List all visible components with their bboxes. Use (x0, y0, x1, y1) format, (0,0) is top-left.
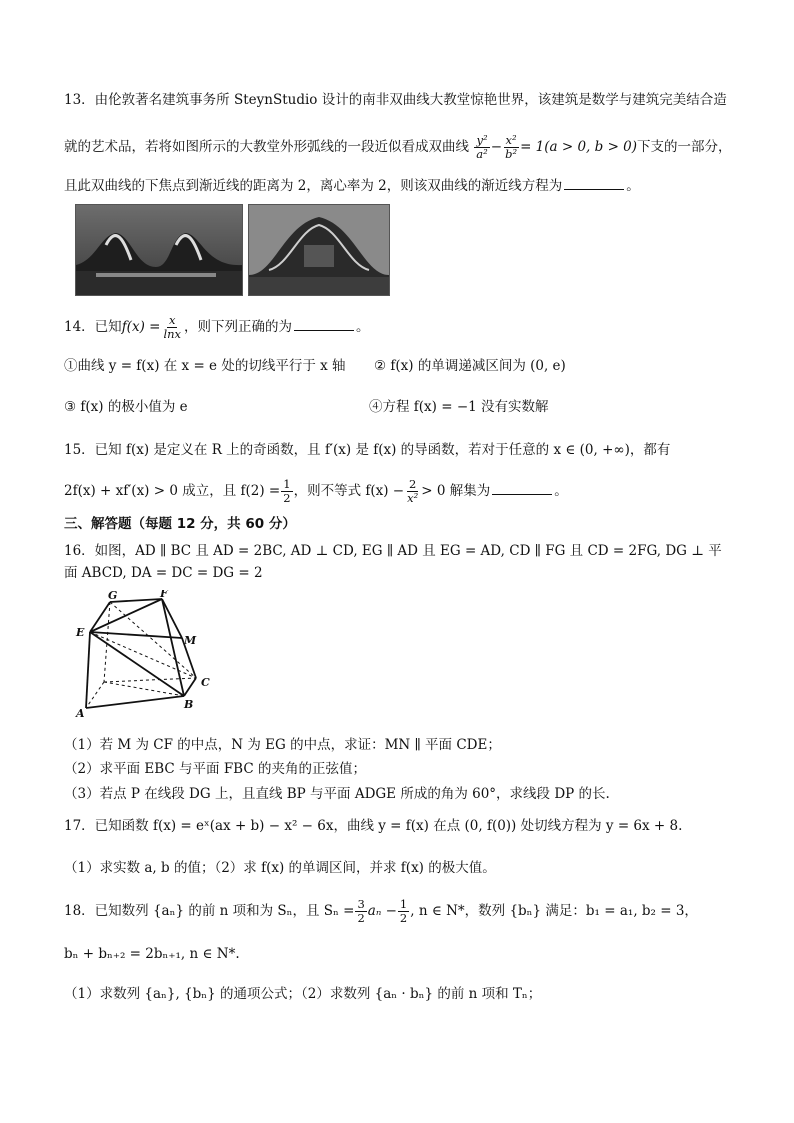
label-A: A (76, 707, 85, 720)
cathedral-photo-left (75, 204, 243, 296)
q13-line3: 且此双曲线的下焦点到渐近线的距离为 2，离心率为 2，则该双曲线的渐近线方程为 。 (64, 178, 640, 194)
q14-option-1: ①曲线 y = f(x) 在 x = e 处的切线平行于 x 轴 (64, 358, 346, 374)
label-B: B (184, 698, 194, 711)
answer-blank-14 (294, 318, 354, 331)
geometry-figure (72, 590, 222, 722)
fraction-x-lnx: $\frac{x}{\ln x}$ (163, 313, 182, 341)
q14-options-row2 (64, 397, 754, 417)
fraction-one-half: $\frac{1}{2}$ (283, 477, 291, 505)
q16-part1: （1）若 M 为 CF 的中点，N 为 EG 的中点，求证：MN ∥ 平面 CDE； (64, 737, 501, 753)
q14-stem: 14．已知f(x) = $\frac{x}{\ln x}$ ，则下列正确的为 。 (64, 313, 370, 341)
label-G: G (108, 590, 118, 602)
q14-option-3: ③ f(x) 的极小值为 e (64, 399, 188, 415)
q13-line2: 就的艺术品，若将如图所示的大教堂外形弧线的一段近似看成双曲线 $\frac{\text{y²}}{\text{a²}}$ − $\frac{\text{x²}}{\text{b²}}$ = 1(a > 0, b > 0)下支的一部分， (64, 133, 732, 161)
q14-option-4: ④方程 f(x) = −1 没有实数解 (369, 399, 549, 415)
section-heading: 三、解答题（每题 12 分，共 60 分） (64, 516, 296, 532)
fraction-three-halves: $\frac{3}{2}$ (357, 897, 365, 925)
label-E: E (76, 626, 85, 639)
q17-line1: 17．已知函数 f(x) = eˣ(ax + b) − x² − 6x，曲线 y = f(x) 在点 (0, f(0)) 处切线方程为 y = 6x + 8. (64, 818, 683, 834)
q15-line2: 2f(x) + xf′(x) > 0 成立，且 f(2) = $\frac{1}{2}$ ，则不等式 f(x) − $\frac{2}{\text{x²}}$ > 0 解集为 。 (64, 477, 568, 505)
fraction-y2-a2: $\frac{\text{y²}}{\text{a²}}$ (476, 133, 488, 161)
q14-option-2: ② f(x) 的单调递减区间为 (0, e) (374, 358, 566, 374)
label-C: C (201, 676, 210, 689)
fraction-one-half-b: $\frac{1}{2}$ (399, 897, 408, 925)
label-F: F (160, 590, 168, 600)
q16-line1: 16．如图，AD ∥ BC 且 AD = 2BC, AD ⊥ CD, EG ∥ AD 且 EG = AD, CD ∥ FG 且 CD = 2FG, DG ⊥ 平 (64, 543, 722, 559)
cathedral-photo-right (248, 204, 390, 296)
q18-line2: bₙ + bₙ₊₂ = 2bₙ₊₁, n ∈ N*. (64, 946, 240, 962)
q18-line3: （1）求数列 {aₙ}, {bₙ} 的通项公式；（2）求数列 {aₙ · bₙ} 的前 n 项和 Tₙ； (64, 986, 542, 1002)
fraction-two-over-x2: $\frac{2}{\text{x²}}$ (407, 477, 419, 505)
q14-options-row1 (64, 356, 754, 376)
q18-line1: 18．已知数列 {aₙ} 的前 n 项和为 Sₙ，且 Sₙ = $\frac{3}{2}$ aₙ − $\frac{1}{2}$ , n ∈ N*，数列 {bₙ} 满足：b₁ = a₁, b₂ = 3， (64, 897, 698, 925)
fraction-x2-b2: $\frac{\text{x²}}{\text{b²}}$ (505, 133, 518, 161)
answer-blank-13 (564, 177, 624, 190)
answer-blank-15 (492, 482, 552, 495)
q16-part3: （3）若点 P 在线段 DG 上，且直线 BP 与平面 ADGE 所成的角为 60°，求线段 DP 的长. (64, 786, 610, 802)
q16-line2: 面 ABCD, DA = DC = DG = 2 (64, 565, 263, 581)
q17-line2: （1）求实数 a, b 的值；（2）求 f(x) 的单调区间，并求 f(x) 的极大值。 (64, 860, 496, 876)
q15-line1: 15．已知 f(x) 是定义在 R 上的奇函数，且 f′(x) 是 f(x) 的导函数，若对于任意的 x ∈ (0, +∞)，都有 (64, 442, 671, 458)
label-M: M (184, 634, 197, 647)
q16-part2: （2）求平面 EBC 与平面 FBC 的夹角的正弦值； (64, 761, 366, 777)
q13-line1: 13．由伦敦著名建筑事务所 SteynStudio 设计的南非双曲线大教堂惊艳世界，该建筑是数学与建筑完美结合造 (64, 92, 727, 108)
